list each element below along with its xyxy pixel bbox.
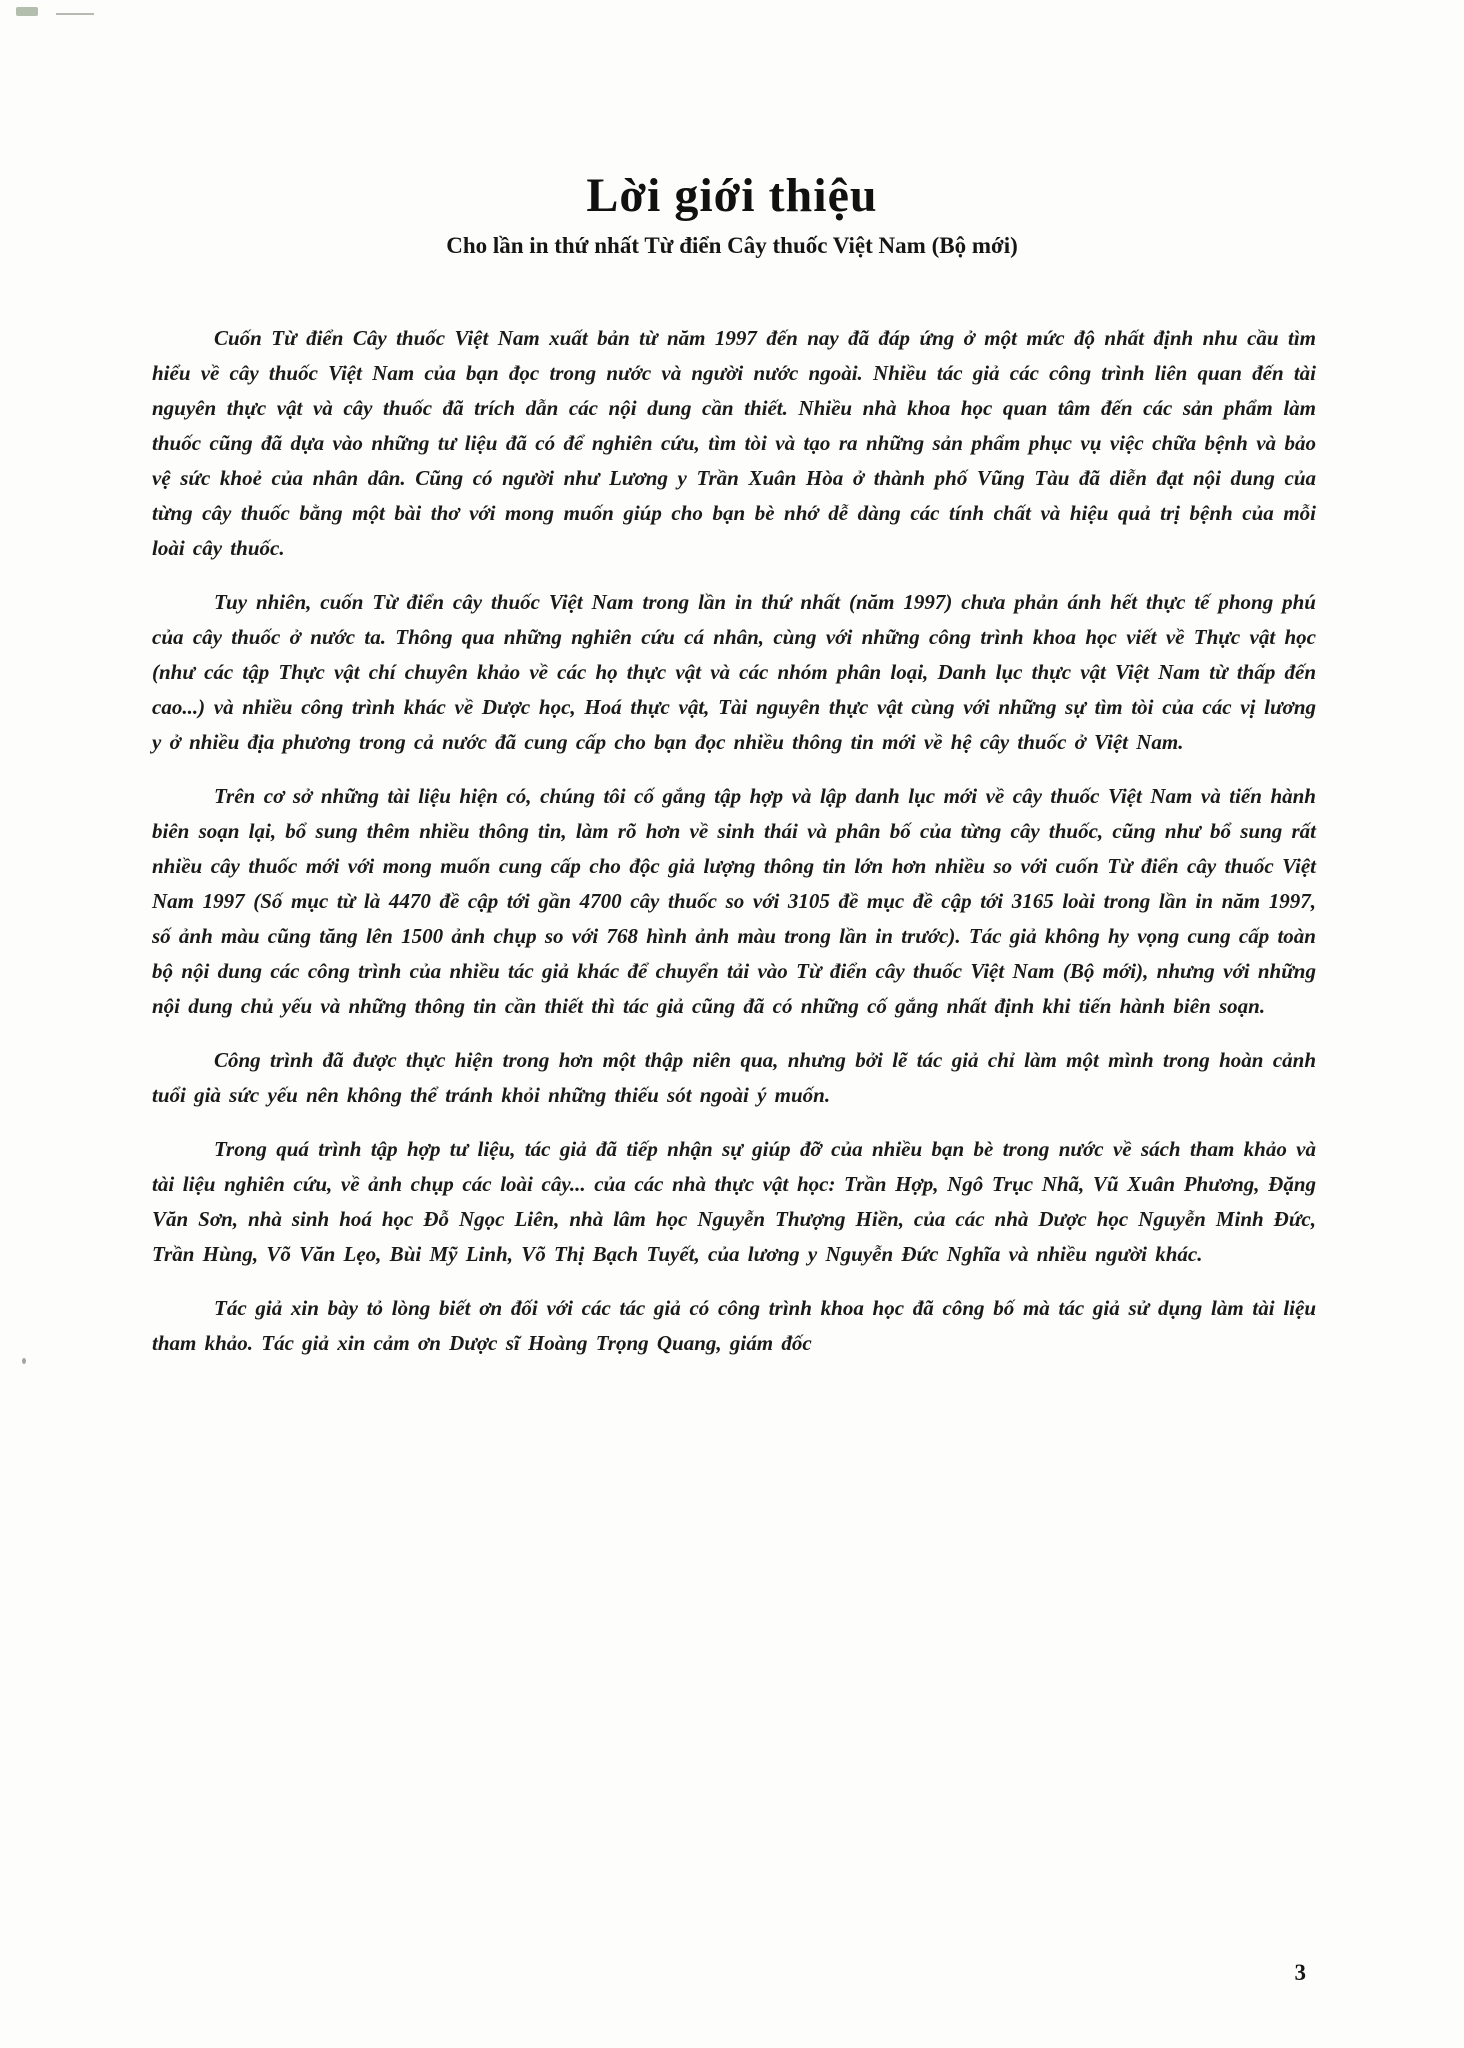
page-subtitle: Cho lần in thứ nhất Từ điển Cây thuốc Việt Nam (Bộ mới)	[446, 233, 1018, 258]
paragraph-1: Cuốn Từ điển Cây thuốc Việt Nam xuất bản từ năm 1997 đến nay đã đáp ứng ở một mức độ nhất định nhu cầu tìm hiểu về cây thuốc Việt Nam của bạn đọc trong nước và người nước ngoài. Nhiều tác giả các công trình liên quan đến tài nguyên thực vật và cây thuốc đã trích dẫn các nội dung cần thiết. Nhiều nhà khoa học quan tâm đến các sản phẩm làm thuốc cũng đã dựa vào những tư liệu đã có để nghiên cứu, tìm tòi và tạo ra những sản phẩm phục vụ việc chữa bệnh và bảo vệ sức khoẻ của nhân dân. Cũng có người như Lương y Trần Xuân Hòa ở thành phố Vũng Tàu đã diễn đạt nội dung của từng cây thuốc bằng một bài thơ với mong muốn giúp cho bạn bè nhớ dễ dàng các tính chất và hiệu quả trị bệnh của mỗi loài cây thuốc.	[152, 326, 1316, 560]
scan-artifact-mark	[16, 7, 38, 16]
scan-artifact-line	[56, 13, 94, 15]
page-number: 3	[1294, 1960, 1306, 1985]
paragraph-5: Trong quá trình tập hợp tư liệu, tác giả đã tiếp nhận sự giúp đỡ của nhiều bạn bè trong nước về sách tham khảo và tài liệu nghiên cứu, về ảnh chụp các loài cây... của các nhà thực vật học: Trần Hợp, Ngô Trục Nhã, Vũ Xuân Phương, Đặng Văn Sơn, nhà sinh hoá học Đỗ Ngọc Liên, nhà lâm học Nguyễn Thượng Hiền, của các nhà Dược học Nguyễn Minh Đức, Trần Hùng, Võ Văn Lẹo, Bùi Mỹ Linh, Võ Thị Bạch Tuyết, của lương y Nguyễn Đức Nghĩa và nhiều người khác.	[152, 1137, 1316, 1266]
paragraph-4: Công trình đã được thực hiện trong hơn một thập niên qua, nhưng bởi lẽ tác giả chỉ làm một mình trong hoàn cảnh tuổi già sức yếu nên không thể tránh khỏi những thiếu sót ngoài ý muốn.	[152, 1048, 1316, 1107]
paragraph-6: Tác giả xin bày tỏ lòng biết ơn đối với các tác giả có công trình khoa học đã công bố mà tác giả sử dụng làm tài liệu tham khảo. Tác giả xin cảm ơn Dược sĩ Hoàng Trọng Quang, giám đốc	[152, 1296, 1316, 1355]
scan-artifact-dot	[22, 1358, 26, 1364]
body-text	[152, 321, 1316, 1361]
page-title: Lời giới thiệu	[586, 169, 878, 222]
paragraph-2: Tuy nhiên, cuốn Từ điển cây thuốc Việt Nam trong lần in thứ nhất (năm 1997) chưa phản ánh hết thực tế phong phú của cây thuốc ở nước ta. Thông qua những nghiên cứu cá nhân, cùng với những công trình khoa học viết về Thực vật học (như các tập Thực vật chí chuyên khảo về các họ thực vật và các nhóm phân loại, Danh lục thực vật Việt Nam từ thấp đến cao...) và nhiều công trình khác về Dược học, Hoá thực vật, Tài nguyên thực vật cùng với những sự tìm tòi của các vị lương y ở nhiều địa phương trong cả nước đã cung cấp cho bạn đọc nhiều thông tin mới về hệ cây thuốc ở Việt Nam.	[152, 590, 1316, 754]
paragraph-3: Trên cơ sở những tài liệu hiện có, chúng tôi cố gắng tập hợp và lập danh lục mới về cây thuốc Việt Nam và tiến hành biên soạn lại, bổ sung thêm nhiều thông tin, làm rõ hơn về sinh thái và phân bố của từng cây thuốc, cũng như bổ sung rất nhiều cây thuốc mới với mong muốn cung cấp cho độc giả lượng thông tin lớn hơn nhiều so với cuốn Từ điển cây thuốc Việt Nam 1997 (Số mục từ là 4470 đề cập tới gần 4700 cây thuốc so với 3105 đề mục đề cập tới 3165 loài trong lần in năm 1997, số ảnh màu cũng tăng lên 1500 ảnh chụp so với 768 hình ảnh màu trong lần in trước). Tác giả không hy vọng cung cấp toàn bộ nội dung các công trình của nhiều tác giả khác để chuyển tải vào Từ điển cây thuốc Việt Nam (Bộ mới), nhưng với những nội dung chủ yếu và những thông tin cần thiết thì tác giả cũng đã có những cố gắng nhất định khi tiến hành biên soạn.	[152, 784, 1316, 1018]
